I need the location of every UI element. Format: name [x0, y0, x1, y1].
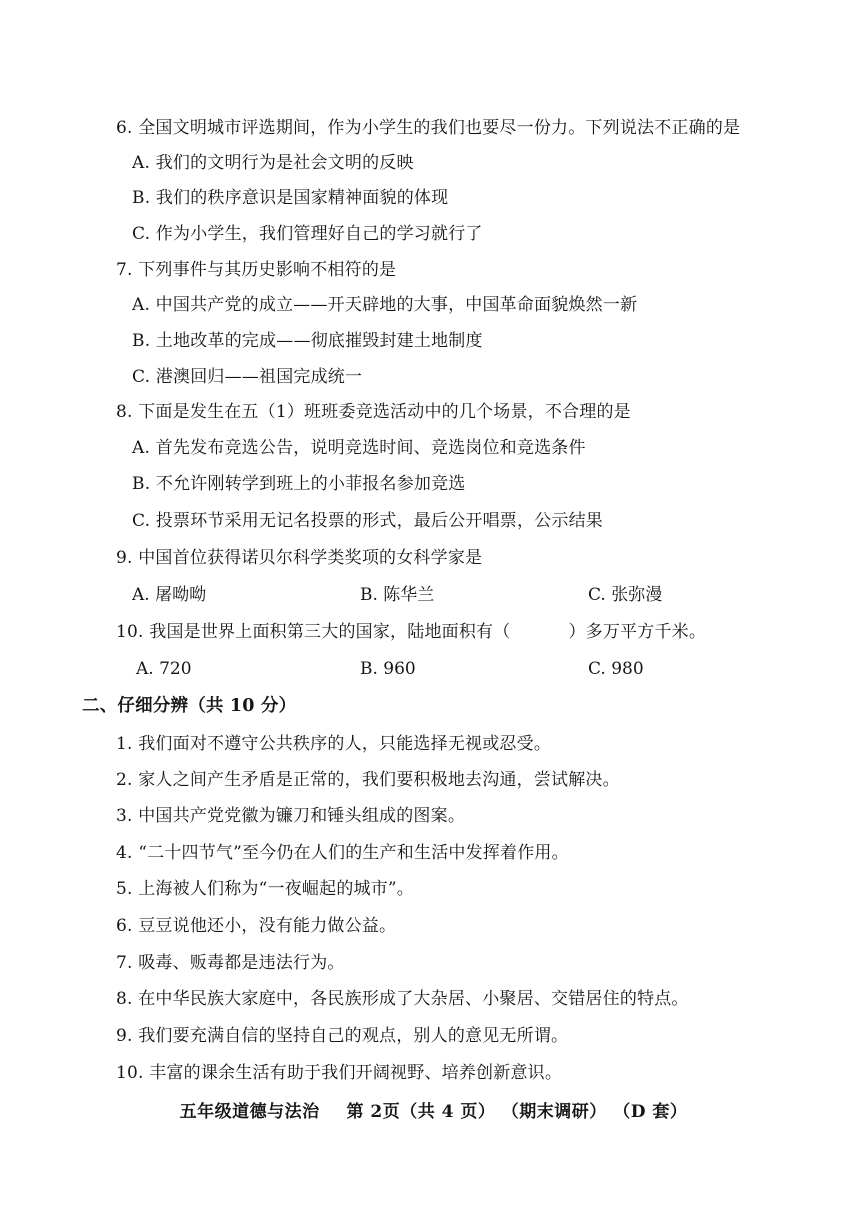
footer-subject: 五年级道德与法治: [179, 1102, 320, 1122]
question-9-options: [0, 584, 867, 606]
question-9-option-c: C. 张弥漫: [588, 585, 663, 605]
question-10-stem-before: 10. 我国是世界上面积第三大的国家，陆地面积有（: [116, 622, 511, 642]
question-10-stem: [116, 621, 706, 643]
question-6-option-b: B. 我们的秩序意识是国家精神面貌的体现: [132, 188, 449, 208]
question-8-stem: 8. 下面是发生在五（1）班班委竞选活动中的几个场景，不合理的是: [116, 402, 631, 422]
question-9-stem: 9. 中国首位获得诺贝尔科学类奖项的女科学家是: [116, 548, 483, 568]
true-false-item-1: 1. 我们面对不遵守公共秩序的人，只能选择无视或忍受。: [116, 734, 552, 754]
section-2-heading: 二、仔细分辨（共 10 分）: [82, 696, 297, 716]
question-6-stem: 6. 全国文明城市评选期间，作为小学生的我们也要尽一份力。下列说法不正确的是: [116, 118, 741, 138]
question-10-option-a: A. 720: [136, 659, 192, 679]
question-9-option-a: A. 屠呦呦: [132, 585, 207, 605]
question-8-option-b: B. 不允许刚转学到班上的小菲报名参加竞选: [132, 474, 466, 494]
question-10-option-b: B. 960: [360, 659, 416, 679]
footer-exam-type: （期末调研）: [501, 1102, 607, 1122]
question-8-option-a: A. 首先发布竞选公告，说明竞选时间、竞选岗位和竞选条件: [132, 438, 586, 458]
page-footer: [0, 1101, 867, 1123]
footer-page-number: 第 2页（共 4 页）: [346, 1102, 496, 1122]
true-false-item-3: 3. 中国共产党党徽为镰刀和锤头组成的图案。: [116, 806, 466, 826]
question-7-option-a: A. 中国共产党的成立——开天辟地的大事，中国革命面貌焕然一新: [132, 295, 638, 315]
question-7-option-c: C. 港澳回归——祖国完成统一: [132, 367, 363, 387]
question-7-stem: 7. 下列事件与其历史影响不相符的是: [116, 260, 397, 280]
true-false-item-7: 7. 吸毒、贩毒都是违法行为。: [116, 953, 345, 973]
question-7-option-b: B. 土地改革的完成——彻底摧毁封建土地制度: [132, 331, 483, 351]
question-6-option-c: C. 作为小学生，我们管理好自己的学习就行了: [132, 224, 483, 244]
question-6-option-a: A. 我们的文明行为是社会文明的反映: [132, 153, 414, 173]
question-8-option-c: C. 投票环节采用无记名投票的形式，最后公开唱票，公示结果: [132, 511, 604, 531]
true-false-item-6: 6. 豆豆说他还小，没有能力做公益。: [116, 916, 397, 936]
question-10-option-c: C. 980: [588, 659, 644, 679]
true-false-item-2: 2. 家人之间产生矛盾是正常的，我们要积极地去沟通，尝试解决。: [116, 770, 620, 790]
footer-set: （D 套）: [613, 1102, 688, 1122]
true-false-item-5: 5. 上海被人们称为“一夜崛起的城市”。: [116, 879, 415, 899]
question-10-stem-after: ）多万平方千米。: [568, 622, 707, 642]
question-10-options: [0, 658, 867, 680]
true-false-item-10: 10. 丰富的课余生活有助于我们开阔视野、培养创新意识。: [116, 1063, 563, 1083]
question-9-option-b: B. 陈华兰: [360, 585, 435, 605]
true-false-item-4: 4. “二十四节气”至今仍在人们的生产和生活中发挥着作用。: [116, 843, 569, 863]
true-false-item-9: 9. 我们要充满自信的坚持自己的观点，别人的意见无所谓。: [116, 1026, 569, 1046]
true-false-item-8: 8. 在中华民族大家庭中，各民族形成了大杂居、小聚居、交错居住的特点。: [116, 989, 689, 1009]
